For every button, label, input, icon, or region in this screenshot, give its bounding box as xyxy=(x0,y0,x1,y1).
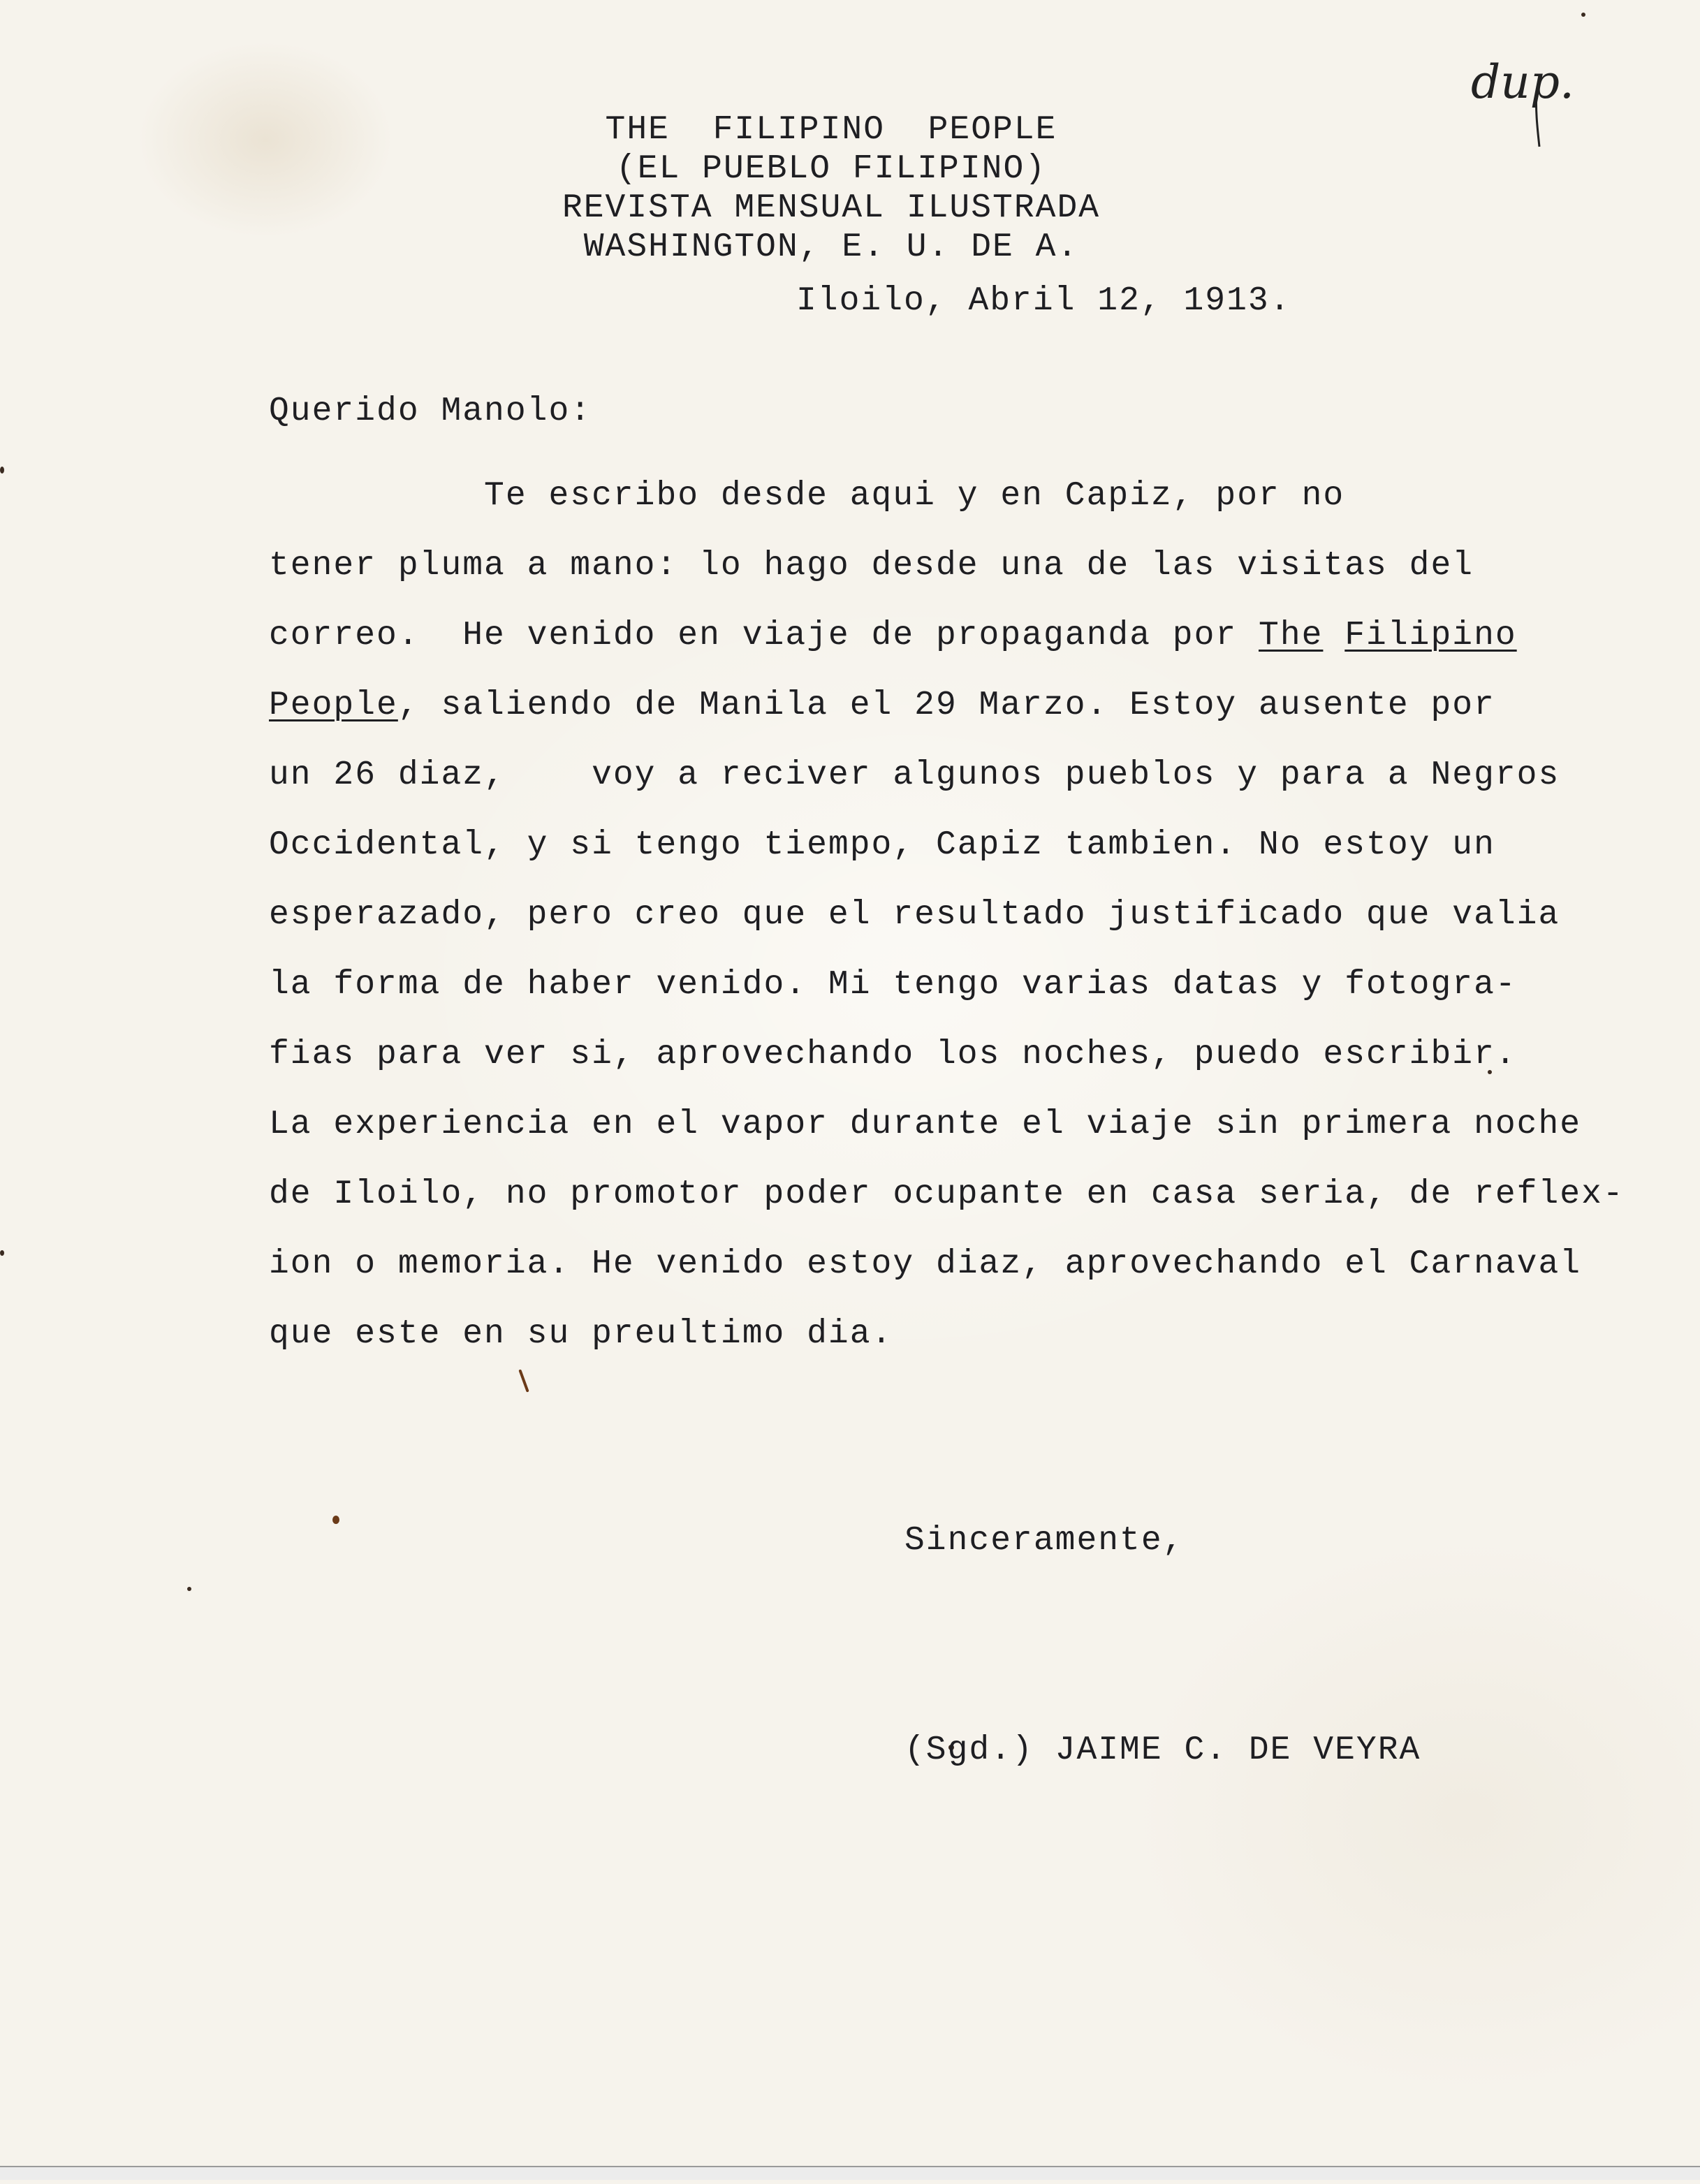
body-text-segment xyxy=(1323,617,1344,654)
letter-date: Iloilo, Abril 12, 1913. xyxy=(796,282,1291,320)
publication-title-word: Filipino xyxy=(1344,617,1517,654)
body-line: esperazado, pero creo que el resultado justificado que valia xyxy=(269,896,1560,934)
ink-speck xyxy=(332,1516,339,1524)
body-text-segment: , saliendo de Manila el 29 Marzo. Estoy ausente por xyxy=(397,687,1495,724)
publication-title-word: People xyxy=(269,687,398,724)
body-line: un 26 diaz, voy a reciver algunos pueblos y para a Negros xyxy=(269,756,1560,794)
letter-closing xyxy=(904,1366,1421,1855)
signature: (Sgd.) JAIME C. DE VEYRA xyxy=(904,1731,1421,1769)
body-line: Te escribo desde aqui y en Capiz, por no xyxy=(269,477,1345,515)
body-line: que este en su preultimo dia. xyxy=(269,1315,893,1353)
letter-body xyxy=(269,461,1666,1369)
valediction: Sinceramente, xyxy=(904,1522,1185,1560)
letterhead-address: WASHINGTON, E. U. DE A. xyxy=(583,228,1079,266)
body-line: la forma de haber venido. Mi tengo varias datas y fotogra- xyxy=(269,966,1517,1004)
letterhead-description: REVISTA MENSUAL ILUSTRADA xyxy=(562,189,1101,227)
body-line: La experiencia en el vapor durante el viaje sin primera noche xyxy=(269,1106,1582,1143)
body-line xyxy=(269,601,1666,670)
body-line: ion o memoria. He venido estoy diaz, aprovechando el Carnaval xyxy=(269,1245,1582,1283)
letterhead-subtitle: (EL PUEBLO FILIPINO) xyxy=(615,150,1047,188)
ink-speck xyxy=(0,1250,4,1256)
publication-title-word: The xyxy=(1259,617,1324,654)
body-line: fias para ver si, aprovechando los noches, puedo escribir. xyxy=(269,1036,1517,1073)
salutation: Querido Manolo: xyxy=(269,393,592,430)
scan-footer-strip xyxy=(0,2166,1700,2180)
body-line: de Iloilo, no promotor poder ocupante en casa seria, de reflex- xyxy=(269,1175,1625,1213)
ink-speck xyxy=(0,467,4,474)
body-line: tener pluma a mano: lo hago desde una de las visitas del xyxy=(269,547,1474,585)
letterhead xyxy=(0,110,1662,267)
body-line xyxy=(269,670,1666,740)
letterhead-title: THE FILIPINO PEOPLE xyxy=(605,111,1057,149)
handwritten-note-text: dup. xyxy=(1471,55,1574,109)
body-text-segment: correo. He venido en viaje de propaganda por xyxy=(269,617,1259,654)
ink-speck xyxy=(1581,13,1585,17)
ink-speck xyxy=(187,1587,191,1591)
body-line: Occidental, y si tengo tiempo, Capiz tambien. No estoy un xyxy=(269,826,1495,864)
